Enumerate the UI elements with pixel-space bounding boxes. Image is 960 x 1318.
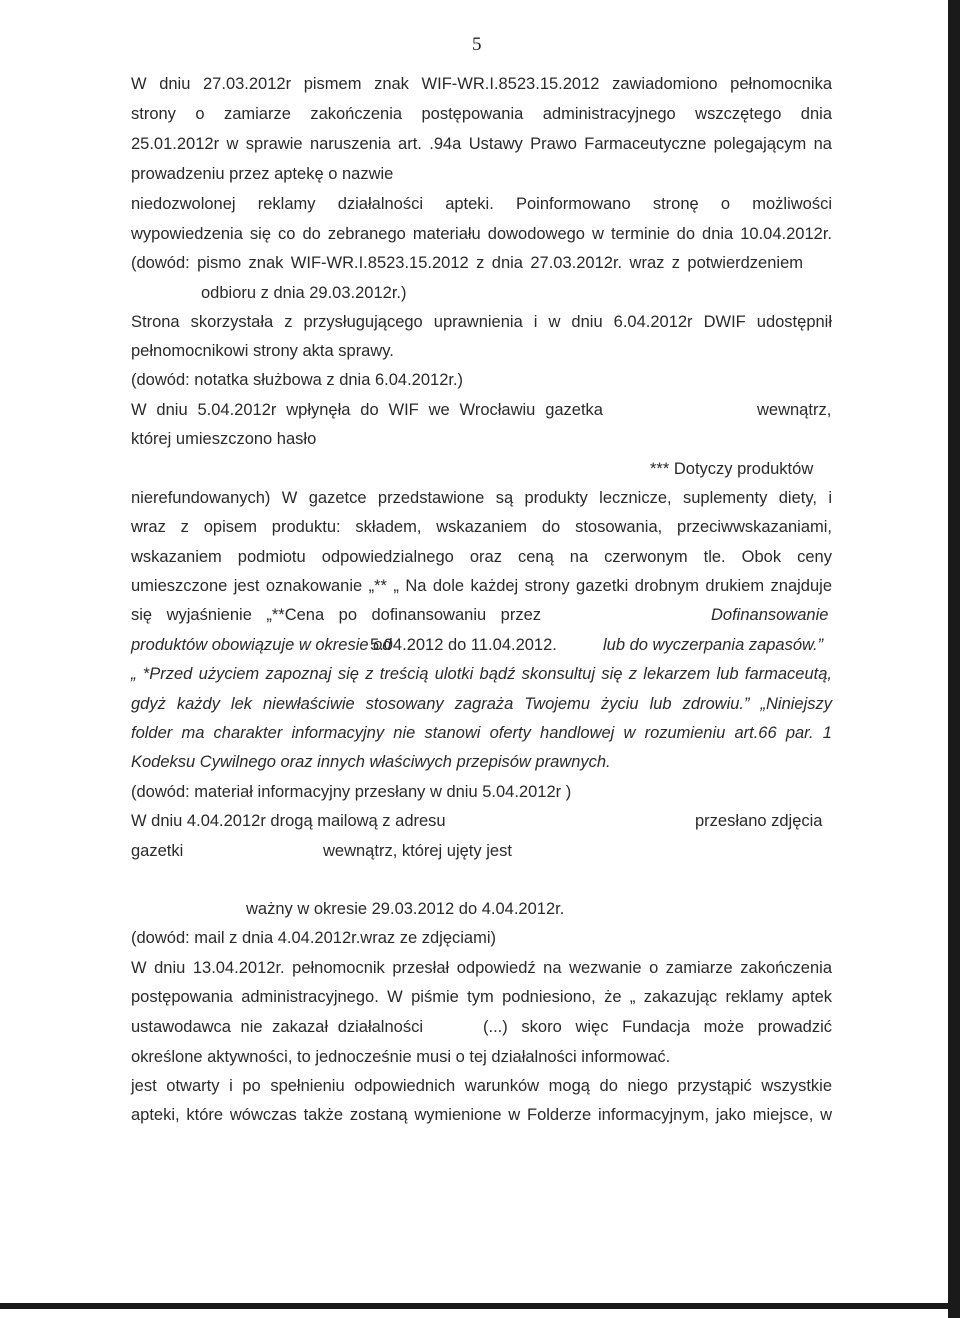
text-line: prowadzeniu przez aptekę o nazwie bbox=[131, 165, 394, 183]
text-line: W dniu 4.04.2012r drogą mailową z adresu bbox=[131, 812, 446, 830]
text-line: lub do wyczerpania zapasów.” bbox=[603, 636, 824, 654]
scan-border-bottom bbox=[0, 1303, 960, 1309]
text-line: postępowania administracyjnego. W piśmie tym podniesiono, że „ zakazując reklamy aptek bbox=[131, 988, 832, 1006]
text-line: określone aktywności, to jednocześnie musi o tej działalności informować. bbox=[131, 1048, 671, 1066]
text-line: (dowód: mail z dnia 4.04.2012r.wraz ze zdjęciami) bbox=[131, 929, 497, 947]
text-line: się wyjaśnienie „**Cena po dofinansowaniu przez bbox=[131, 606, 541, 624]
text-line: ważny w okresie 29.03.2012 do 4.04.2012r. bbox=[246, 900, 565, 918]
text-line: W dniu 13.04.2012r. pełnomocnik przesłał odpowiedź na wezwanie o zamiarze zakończenia bbox=[131, 959, 832, 977]
text-line: W dniu 5.04.2012r wpłynęła do WIF we Wrocławiu gazetka bbox=[131, 401, 603, 419]
text-line: wraz z opisem produktu: składem, wskazaniem do stosowania, przeciwwskazaniami, bbox=[131, 518, 832, 536]
scan-border-right bbox=[948, 0, 960, 1318]
text-line: wewnątrz, bbox=[757, 401, 832, 419]
text-line: gazetki bbox=[131, 842, 184, 860]
text-line: wypowiedzenia się co do zebranego materiału dowodowego w terminie do dnia 10.04.2012r. bbox=[131, 225, 832, 243]
text-line: strony o zamiarze zakończenia postępowania administracyjnego wszczętego dnia bbox=[131, 105, 832, 123]
text-line: wskazaniem podmiotu odpowiedzialnego oraz ceną na czerwonym tle. Obok ceny bbox=[131, 548, 832, 566]
text-line: „ *Przed użyciem zapoznaj się z treścią ulotki bądź skonsultuj się z lekarzem lub farmaceutą, bbox=[131, 665, 832, 683]
text-line: (...) skoro więc Fundacja może prowadzić bbox=[483, 1018, 832, 1036]
text-line: pełnomocnikowi strony akta sprawy. bbox=[131, 342, 394, 360]
text-line: 5.04.2012 do 11.04.2012. bbox=[370, 636, 557, 654]
text-line: której umieszczono hasło bbox=[131, 430, 317, 448]
text-line: (dowód: materiał informacyjny przesłany w dniu 5.04.2012r ) bbox=[131, 783, 572, 801]
text-line: (dowód: pismo znak WIF-WR.I.8523.15.2012 z dnia 27.03.2012r. wraz z potwierdzeniem bbox=[131, 254, 803, 272]
text-line: folder ma charakter informacyjny nie stanowi oferty handlowej w rozumieniu art.66 par. 1 bbox=[131, 724, 832, 742]
text-line: wewnątrz, której ujęty jest bbox=[323, 842, 512, 860]
text-line: Kodeksu Cywilnego oraz innych właściwych przepisów prawnych. bbox=[131, 753, 611, 771]
text-line: Strona skorzystała z przysługującego uprawnienia i w dniu 6.04.2012r DWIF udostępnił bbox=[131, 313, 832, 331]
text-line: (dowód: notatka służbowa z dnia 6.04.2012r.) bbox=[131, 371, 464, 389]
text-line: nierefundowanych) W gazetce przedstawione są produkty lecznicze, suplementy diety, i bbox=[131, 489, 832, 507]
text-line: produktów obowiązuje w okresie od bbox=[131, 636, 392, 654]
text-line: umieszczone jest oznakowanie „** „ Na dole każdej strony gazetki drobnym drukiem znajduje bbox=[131, 577, 832, 595]
text-line: gdyż każdy lek niewłaściwie stosowany zagraża Twojemu życiu lub zdrowiu.” „Niniejszy bbox=[131, 695, 832, 713]
text-line: jest otwarty i po spełnieniu odpowiednich warunków mogą do niego przystąpić wszystkie bbox=[131, 1077, 832, 1095]
text-line: przesłano zdjęcia bbox=[695, 812, 823, 830]
text-line: ustawodawca nie zakazał działalności bbox=[131, 1018, 423, 1036]
page-number: 5 bbox=[472, 34, 482, 55]
text-line: W dniu 27.03.2012r pismem znak WIF-WR.I.8523.15.2012 zawiadomiono pełnomocnika bbox=[131, 75, 832, 93]
text-line: niedozwolonej reklamy działalności apteki. Poinformowano stronę o możliwości bbox=[131, 195, 832, 213]
text-line: 25.01.2012r w sprawie naruszenia art. .94a Ustawy Prawo Farmaceutyczne polegającym na bbox=[131, 135, 832, 153]
text-line: *** Dotyczy produktów bbox=[650, 460, 814, 478]
text-line: odbioru z dnia 29.03.2012r.) bbox=[201, 284, 407, 302]
text-line: Dofinansowanie bbox=[711, 606, 829, 624]
text-line: apteki, które wówczas także zostaną wymienione w Folderze informacyjnym, jako miejsce, w bbox=[131, 1106, 832, 1124]
